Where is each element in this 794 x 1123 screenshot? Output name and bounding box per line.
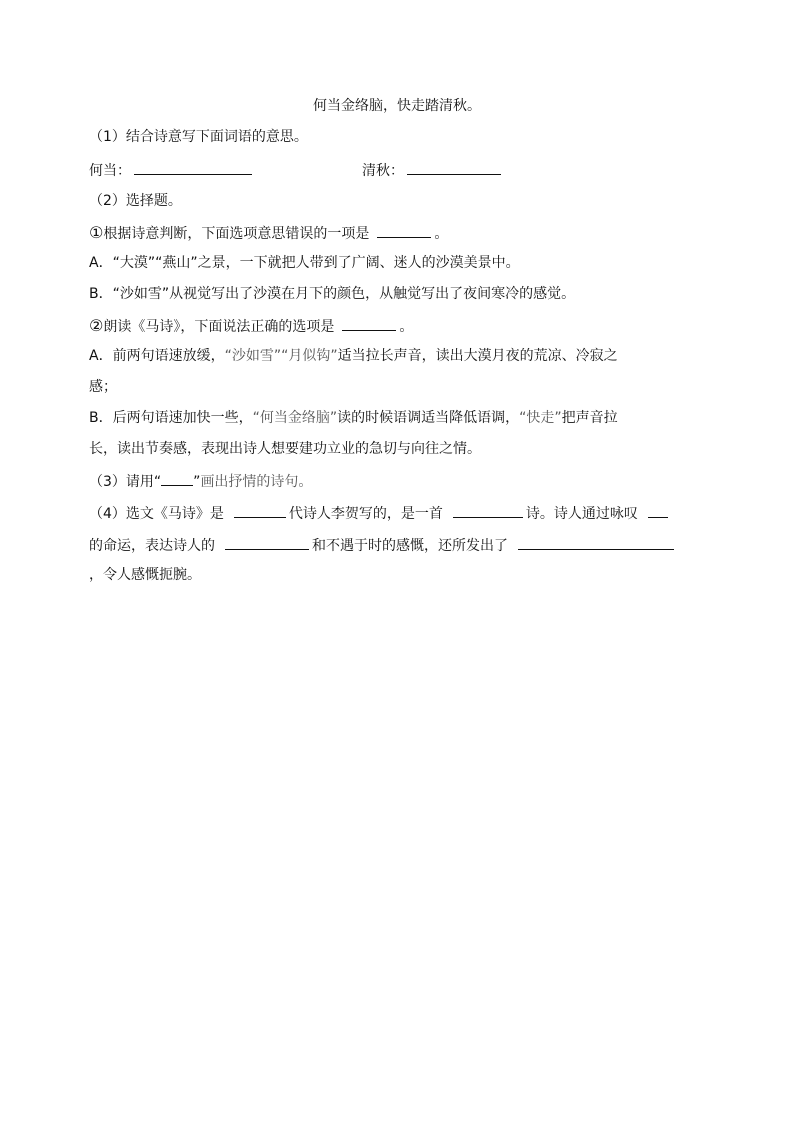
answer-blank-4-5[interactable] xyxy=(518,534,674,550)
label-qingqiu: 清秋： xyxy=(362,163,404,179)
option-2-2-b-cont: 长，读出节奏感，表现出诗人想要建功立业的急切与向往之情。 xyxy=(89,441,481,457)
answer-blank-4-1[interactable] xyxy=(234,502,286,518)
question-2-1-end: 。 xyxy=(434,226,449,242)
option-2-2-b-mid: 读的时候语调适当降低语调， xyxy=(337,410,520,426)
option-2-2-a-rest: 适当拉长声音，读出大漠月夜的荒凉、冷寂之 xyxy=(337,348,618,364)
question-2-title: （2）选择题。 xyxy=(89,193,182,209)
question-2-2 xyxy=(89,315,413,337)
question-4-text-3: 诗。诗人通过咏叹 xyxy=(525,506,638,522)
option-2-2-b-lead: B．后两句语速加快一些， xyxy=(89,410,253,426)
option-2-2-b xyxy=(89,408,618,428)
option-2-2-b-end: 把声音拉 xyxy=(561,410,618,426)
question-3 xyxy=(89,470,312,492)
option-2-2-a-cont: 感； xyxy=(89,379,117,395)
question-4-text-1: （4）选文《马诗》是 xyxy=(89,506,224,522)
poem-line: 何当金络脑，快走踏清秋。 xyxy=(313,98,481,114)
answer-blank-2-1[interactable] xyxy=(377,222,431,238)
option-2-1-b: B．“沙如雪”从视觉写出了沙漠在月下的颜色，从触觉写出了夜间寒冷的感觉。 xyxy=(89,286,576,302)
answer-blank-qingqiu[interactable] xyxy=(407,159,501,175)
underline-sample xyxy=(161,470,193,486)
option-2-2-a-lead: A．前两句语速放缓， xyxy=(89,348,225,364)
circled-number-1: ① xyxy=(89,223,104,242)
quote-sharuxue: “沙如雪” xyxy=(224,348,282,364)
question-2-1-text: 根据诗意判断，下面选项意思错误的一项是 xyxy=(103,226,370,242)
question-3-quote-close: ” xyxy=(193,474,201,490)
question-4-line-3: ，令人感慨扼腕。 xyxy=(89,567,201,583)
question-2-2-end: 。 xyxy=(399,319,414,335)
question-4-text-2: 代诗人李贺写的，是一首 xyxy=(288,506,443,522)
question-2-2-text: 朗读《马诗》，下面说法正确的选项是 xyxy=(103,319,335,335)
question-4-line-2 xyxy=(89,534,677,556)
answer-blank-hedang[interactable] xyxy=(134,159,252,175)
question-4-line-1 xyxy=(89,502,671,524)
question-1-fields xyxy=(89,159,255,181)
question-1-title: （1）结合诗意写下面词语的意思。 xyxy=(89,129,308,145)
option-2-1-a: A．“大漠”“燕山”之景，一下就把人带到了广阔、迷人的沙漠美景中。 xyxy=(89,255,520,271)
label-hedang: 何当： xyxy=(89,163,131,179)
question-4-text-4: 的命运，表达诗人的 xyxy=(89,538,215,554)
question-1-field-b xyxy=(362,159,504,181)
quote-yuesigou: “月似钩” xyxy=(281,348,338,364)
question-2-1 xyxy=(89,222,448,244)
question-3-lead: （3）请用“ xyxy=(89,474,162,490)
answer-blank-4-3[interactable] xyxy=(648,502,668,518)
question-4-text-5: 和不遇于时的感慨，还所发出了 xyxy=(312,538,508,554)
quote-hedang-jinluonao: “何当金络脑” xyxy=(252,410,338,426)
answer-blank-4-2[interactable] xyxy=(453,502,523,518)
circled-number-2: ② xyxy=(89,316,104,335)
answer-blank-4-4[interactable] xyxy=(225,534,309,550)
option-2-2-a xyxy=(89,346,618,366)
question-3-rest: 画出抒情的诗句。 xyxy=(200,474,313,490)
answer-blank-2-2[interactable] xyxy=(342,315,396,331)
quote-kuaizou: “快走” xyxy=(519,410,562,426)
